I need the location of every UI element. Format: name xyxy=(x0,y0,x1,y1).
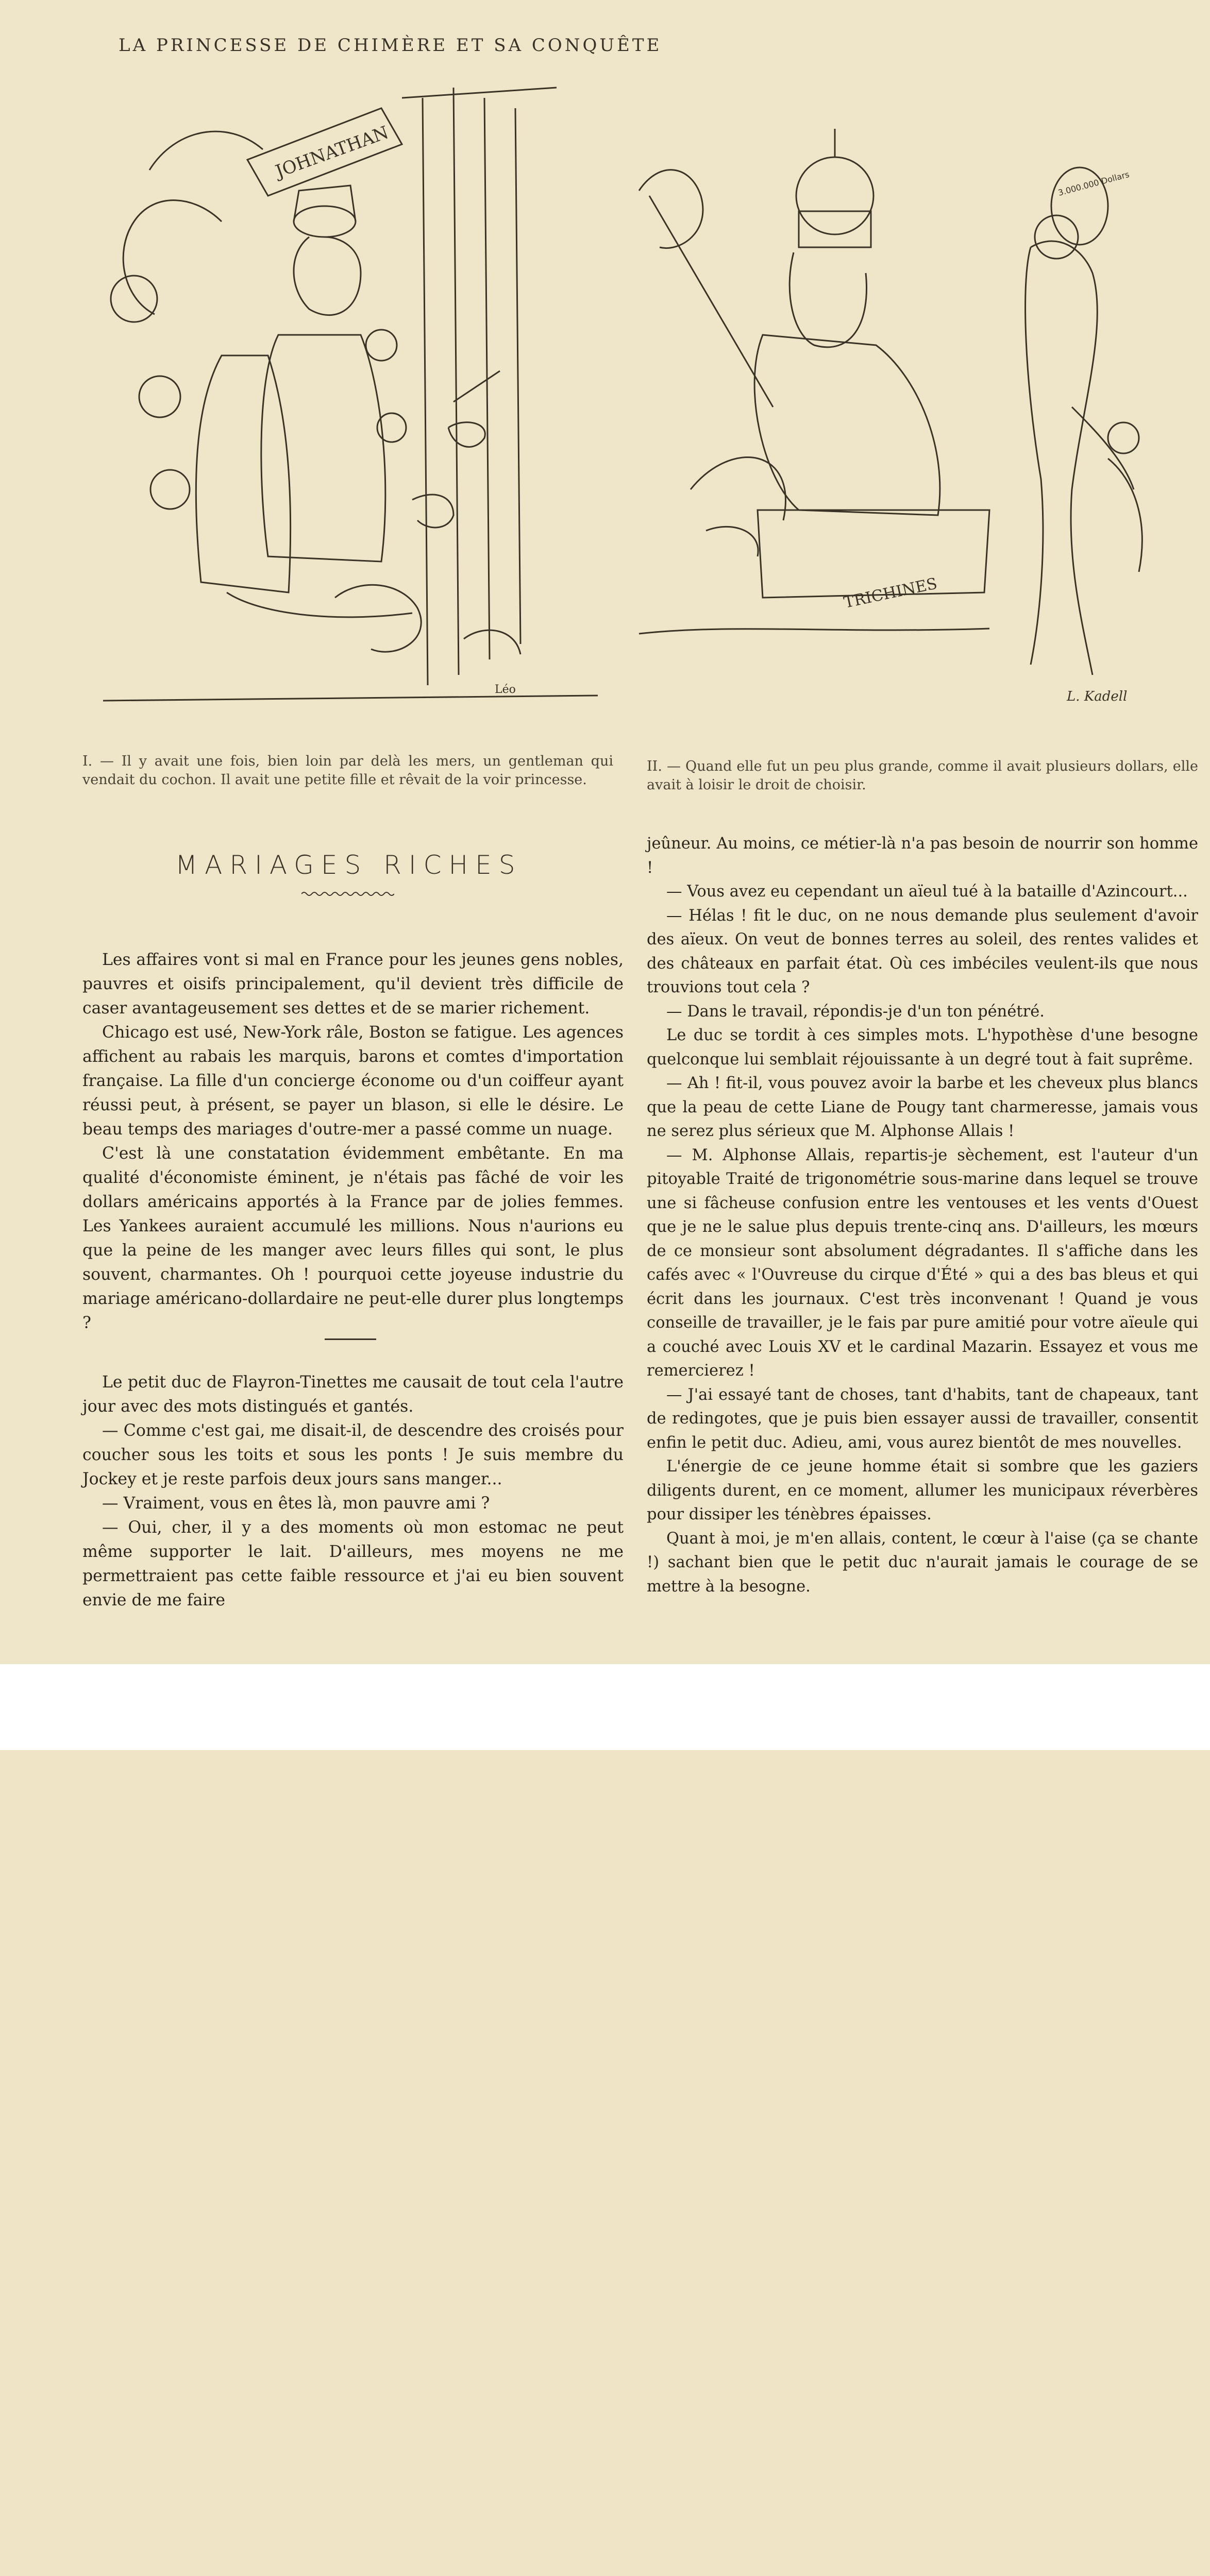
article-title: MARIAGES RICHES xyxy=(175,850,523,880)
right-column xyxy=(647,832,1198,1599)
paragraph: — Comme c'est gai, me disait-il, de descendre des croisés pour coucher sous les toits et sous les ponts ! Je suis membre du Jockey et je reste parfois deux jours sans manger... xyxy=(82,1421,624,1488)
illustration-right-drawing xyxy=(629,118,1185,716)
paragraph: — J'ai essayé tant de choses, tant d'habits, tant de chapeaux, tant de redingotes, que je puis bien essayer aussi de travailler, consentit enfin le petit duc. Adieu, ami, vous aurez bientôt de mes nouvelles. xyxy=(647,1385,1198,1452)
title-ornament xyxy=(301,889,394,899)
paragraph: — M. Alphonse Allais, repartis-je sèchement, est l'auteur d'un pitoyable Traité de trigonométrie sous-marine dans lequel se trouve une si fâcheuse confusion entre les ventouses et les vents d'Ouest que je ne le salue plus depuis trente-cinq ans. D'ailleurs, les mœurs de ce monsieur sont absolument dégradantes. Il s'affiche dans les cafés avec « l'Ouvreuse du cirque d'Été » qui a des bas bleus et qui écrit dans les journaux. C'est très inconvenant ! Quand je vous conseille de travailler, je le fais par pure amitié pour votre aïeule qui a couché avec Louis XV et le cardinal Mazarin. Essayez et vous me remercierez ! xyxy=(647,1146,1198,1380)
paragraph: Le duc se tordit à ces simples mots. L'hypothèse d'une besogne quelconque lui semblait réjouissante à un degré tout à fait suprême. xyxy=(647,1026,1198,1069)
left-column-upper xyxy=(82,948,624,1335)
paragraph: — Hélas ! fit le duc, on ne nous demande plus seulement d'avoir des aïeux. On veut de bonnes terres au soleil, des rentes valides et des châteaux en parfait état. Où ces imbéciles veulent-ils que nous trouvions tout cela ? xyxy=(647,906,1198,996)
caption-left: I. — Il y avait une fois, bien loin par delà les mers, un gentleman qui vendait du cochon. Il avait une petite fille et rêvait de la voir princesse. xyxy=(82,753,613,788)
paragraph: Chicago est usé, New-York râle, Boston se fatigue. Les agences affichent au rabais les marquis, barons et comtes d'importation française. La fille d'un concierge économe ou d'un coiffeur ayant réussi peut, à présent, se payer un blason, si elle le désire. Le beau temps des mariages d'outre-mer a passé comme un nuage. xyxy=(82,1023,624,1139)
paragraph: — Oui, cher, il y a des moments où mon estomac ne peut même supporter le lait. D'ailleurs, mes moyens ne me permettraient pas cette faible ressource et j'ai eu bien souvent envie de me faire xyxy=(82,1518,624,1609)
section-separator xyxy=(325,1338,376,1340)
paragraph: Quant à moi, je m'en allais, content, le cœur à l'aise (ça se chante !) sachant bien que le petit duc n'aurait jamais le courage de se mettre à la besogne. xyxy=(647,1529,1198,1596)
right-illustration-signature: L. Kadell xyxy=(1067,689,1128,704)
paragraph: jeûneur. Au moins, ce métier-là n'a pas besoin de nourrir son homme ! xyxy=(647,835,1198,877)
paragraph: — Vous avez eu cependant un aïeul tué à la bataille d'Azincourt... xyxy=(666,883,1188,901)
paragraph: — Ah ! fit-il, vous pouvez avoir la barbe et les cheveux plus blancs que la peau de cette Liane de Pougy tant charmeresse, jamais vous ne serez plus sérieux que M. Alphonse Allais ! xyxy=(647,1074,1198,1140)
left-column-lower xyxy=(82,1370,624,1613)
money-bag-text: 3.000.000 Dollars xyxy=(1057,169,1131,198)
trunk-text: TRICHINES xyxy=(842,574,939,612)
paragraph: Les affaires vont si mal en France pour les jeunes gens nobles, pauvres et oisifs principalement, qu'il devient très difficile de caser avantageusement ses dettes et de se marier richement. xyxy=(82,951,624,1018)
illustration-left-drawing xyxy=(93,67,608,721)
illustration-left xyxy=(93,67,608,721)
left-illustration-signature: Léo xyxy=(495,683,516,696)
paragraph: C'est là une constatation évidemment embêtante. En ma qualité d'économiste éminent, je n'étais pas fâché de voir les dollars américains apportés à la France par de jolies femmes. Les Yankees auraient accumulé les millions. Nous n'aurions eu que la peine de les manger avec leurs filles qui sont, le plus souvent, charmantes. Oh ! pourquoi cette joyeuse industrie du mariage américano-dollardaire ne peut-elle durer plus longtemps ? xyxy=(82,1144,624,1332)
illustration-right xyxy=(629,118,1185,716)
paragraph: L'énergie de ce jeune homme était si sombre que les gaziers diligents durent, en ce moment, allumer les municipaux réverbères pour dissiper les ténèbres épaisses. xyxy=(647,1458,1198,1523)
paragraph: — Dans le travail, répondis-je d'un ton pénétré. xyxy=(666,1002,1045,1021)
caption-right: II. — Quand elle fut un peu plus grande, comme il avait plusieurs dollars, elle avait à loisir le droit de choisir. xyxy=(647,758,1198,793)
paragraph: — Vraiment, vous en êtes là, mon pauvre ami ? xyxy=(102,1494,490,1513)
running-title: LA PRINCESSE DE CHIMÈRE ET SA CONQUÊTE xyxy=(119,35,662,56)
paragraph: Le petit duc de Flayron-Tinettes me causait de tout cela l'autre jour avec des mots distingués et gantés. xyxy=(82,1373,624,1416)
sign-text: JOHNATHAN xyxy=(273,122,392,182)
footer-bar xyxy=(0,1664,1210,1750)
